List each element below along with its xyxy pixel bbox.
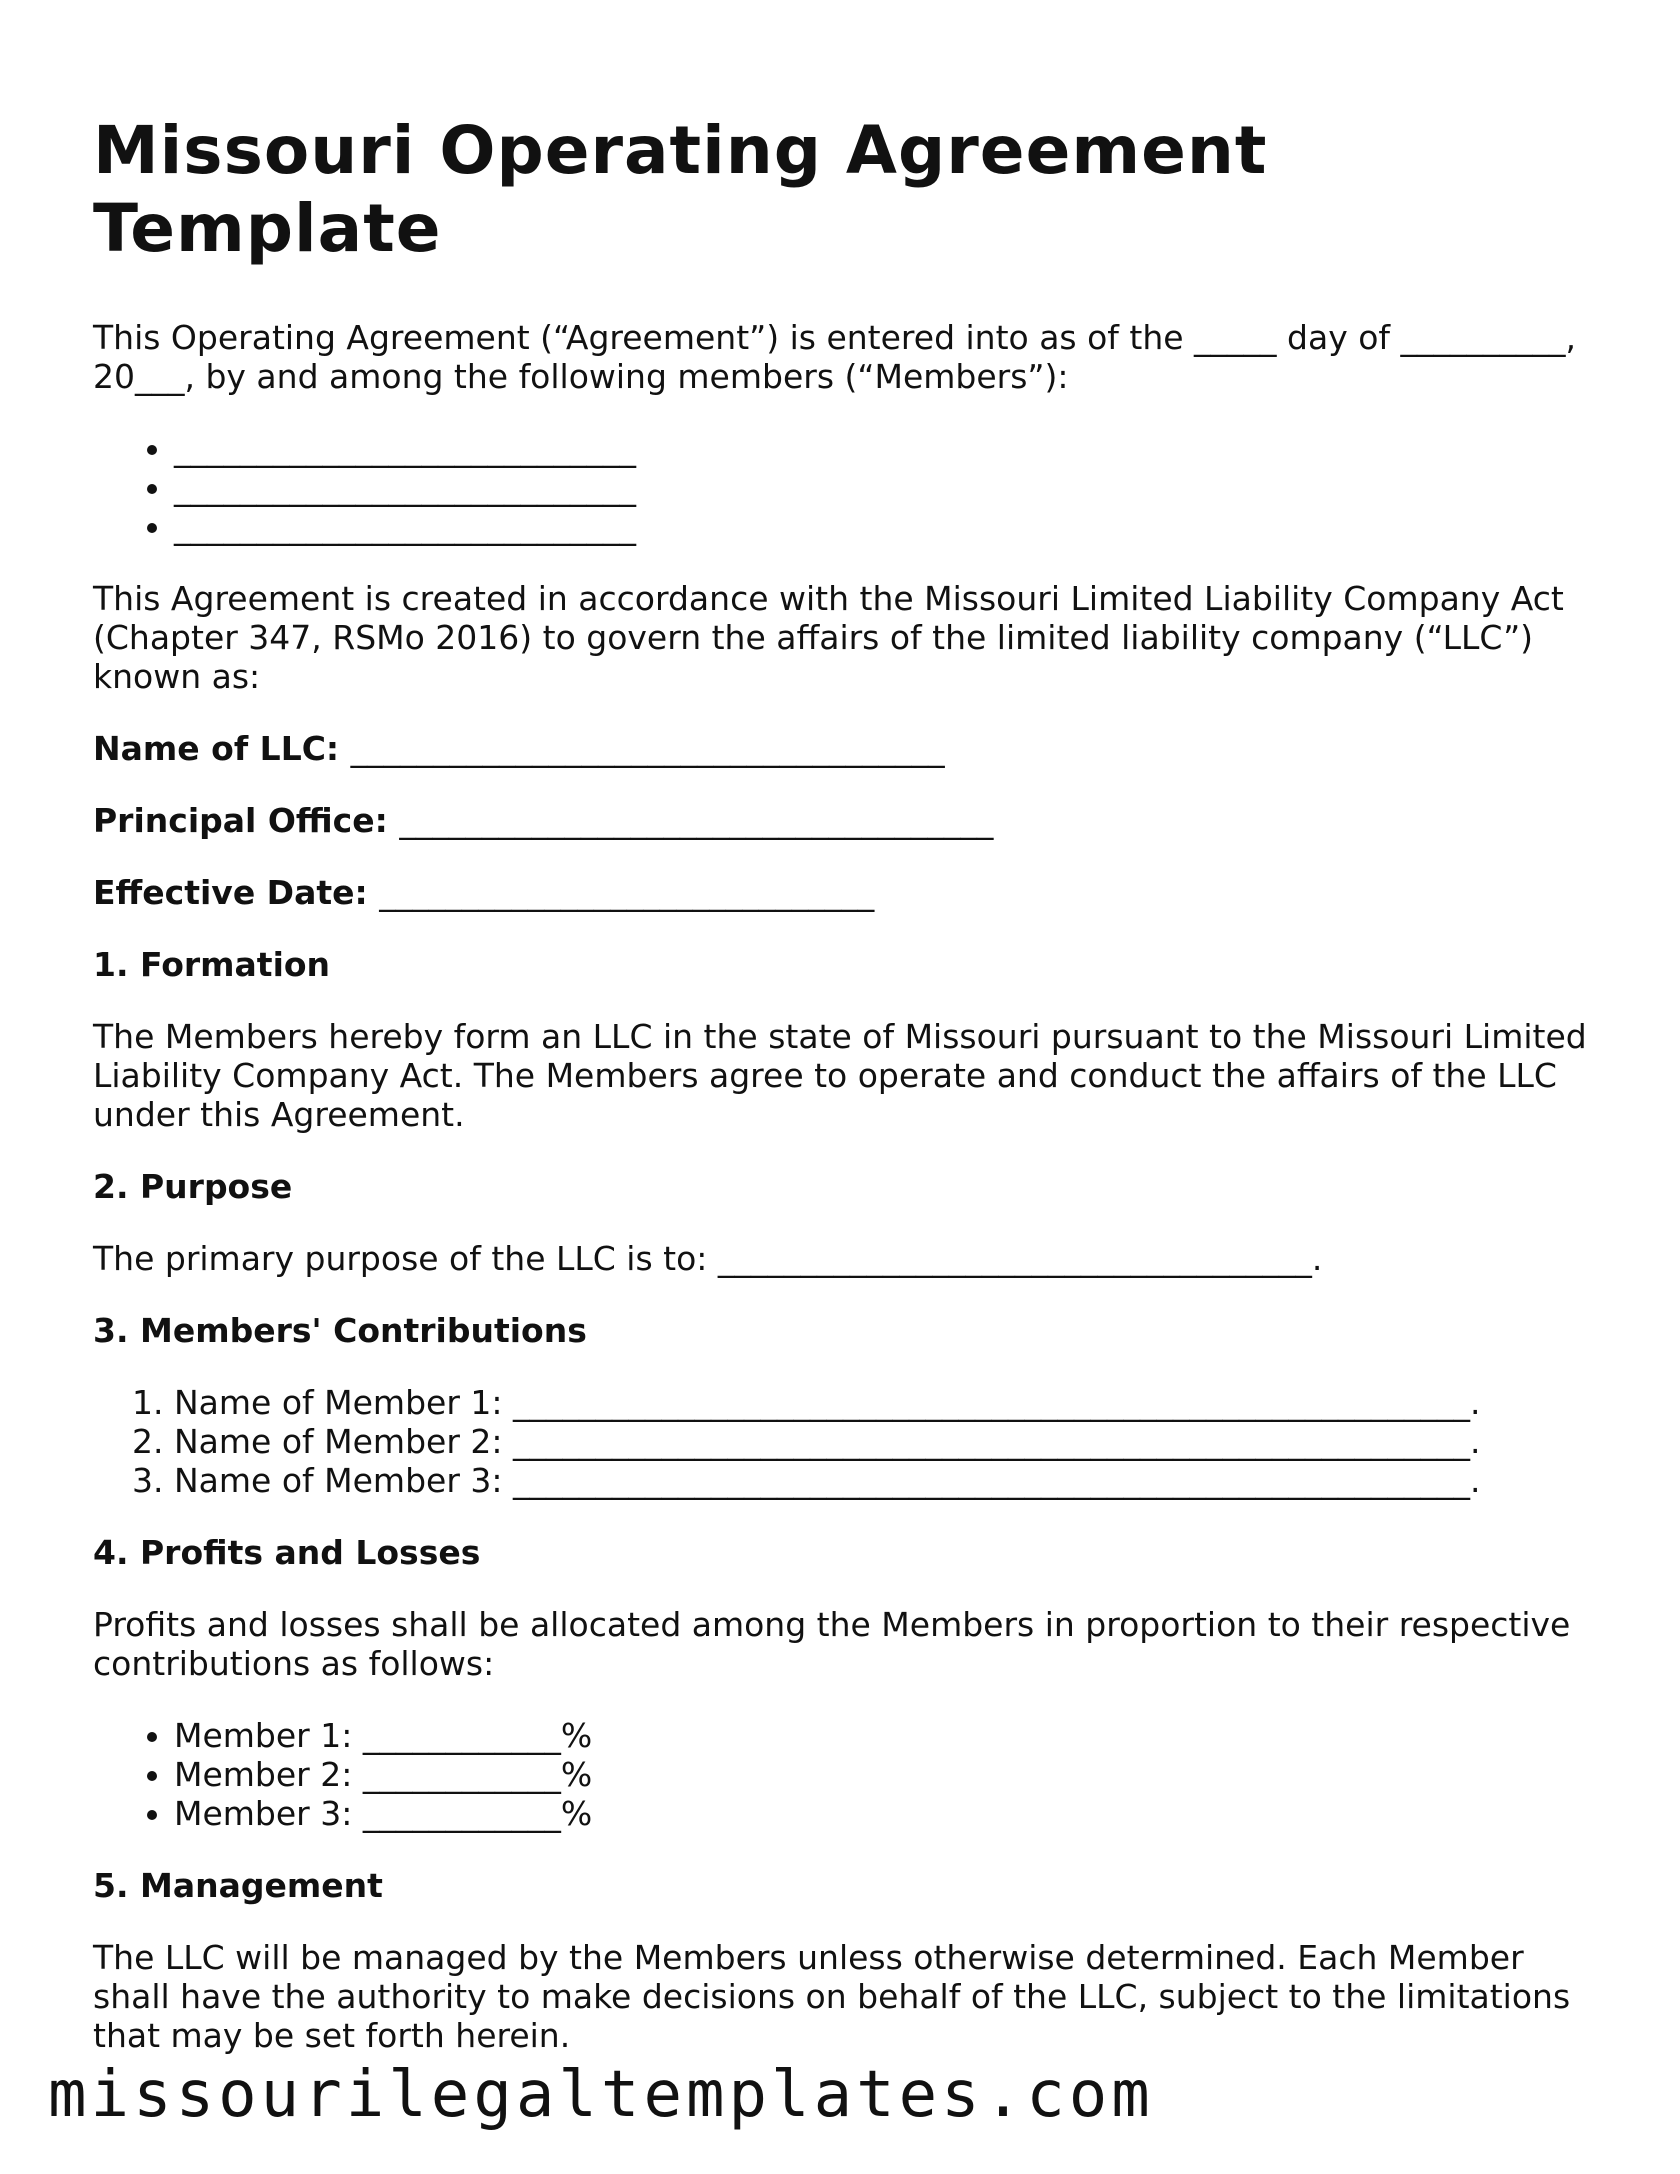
document-page	[93, 112, 1593, 2088]
profits-list	[93, 1716, 1593, 1833]
effective-date-label: Effective Date:	[93, 873, 368, 912]
members-list	[93, 429, 1593, 546]
intro-paragraph: This Operating Agreement (“Agreement”) is entered into as of the _____ day of __________, 20___, by and among the following members (“Members”):	[93, 318, 1577, 396]
list-item: 1. Name of Member 1: __________________________________________________________.	[174, 1383, 1593, 1422]
act-paragraph: This Agreement is created in accordance with the Missouri Limited Liability Company Act (Chapter 347, RSMo 2016) to govern the affairs of the limited liability company (“LLC”) known as:	[93, 579, 1564, 696]
document-title: Missouri Operating Agreement Template	[93, 112, 1268, 267]
formation-text: The Members hereby form an LLC in the state of Missouri pursuant to the Missouri Limited Liability Company Act. The Members agree to operate and conduct the affairs of the LLC under this Agreement.	[93, 1017, 1587, 1134]
section-heading-profits: 4. Profits and Losses	[93, 1533, 481, 1572]
section-heading-purpose: 2. Purpose	[93, 1167, 293, 1206]
watermark: missourilegaltemplates.com	[48, 2058, 1154, 2132]
contributions-list	[93, 1383, 1593, 1500]
list-item: • Member 3: ____________%	[174, 1794, 1593, 1833]
effective-date-field	[93, 873, 1593, 912]
principal-office-field	[93, 801, 1593, 840]
principal-office-blank: ____________________________________	[399, 801, 994, 840]
llc-name-blank: ____________________________________	[350, 729, 945, 768]
list-item: • Member 1: ____________%	[174, 1716, 1593, 1755]
list-item: • ____________________________	[174, 429, 1593, 468]
section-heading-management: 5. Management	[93, 1866, 383, 1905]
list-item: 3. Name of Member 3: __________________________________________________________.	[174, 1461, 1593, 1500]
effective-date-blank: ______________________________	[379, 873, 875, 912]
purpose-text: The primary purpose of the LLC is to: ____________________________________.	[93, 1239, 1323, 1278]
llc-name-label: Name of LLC:	[93, 729, 340, 768]
section-heading-formation: 1. Formation	[93, 945, 331, 984]
list-item: • ____________________________	[174, 468, 1593, 507]
management-text: The LLC will be managed by the Members unless otherwise determined. Each Member shall have the authority to make decisions on behalf of the LLC, subject to the limitations that may be set forth herein.	[93, 1938, 1571, 2055]
list-item: • ____________________________	[174, 507, 1593, 546]
llc-name-field	[93, 729, 1593, 768]
list-item: 2. Name of Member 2: __________________________________________________________.	[174, 1422, 1593, 1461]
profits-text: Profits and losses shall be allocated among the Members in proportion to their respective contributions as follows:	[93, 1605, 1571, 1683]
principal-office-label: Principal Office:	[93, 801, 388, 840]
list-item: • Member 2: ____________%	[174, 1755, 1593, 1794]
section-heading-contributions: 3. Members' Contributions	[93, 1311, 587, 1350]
